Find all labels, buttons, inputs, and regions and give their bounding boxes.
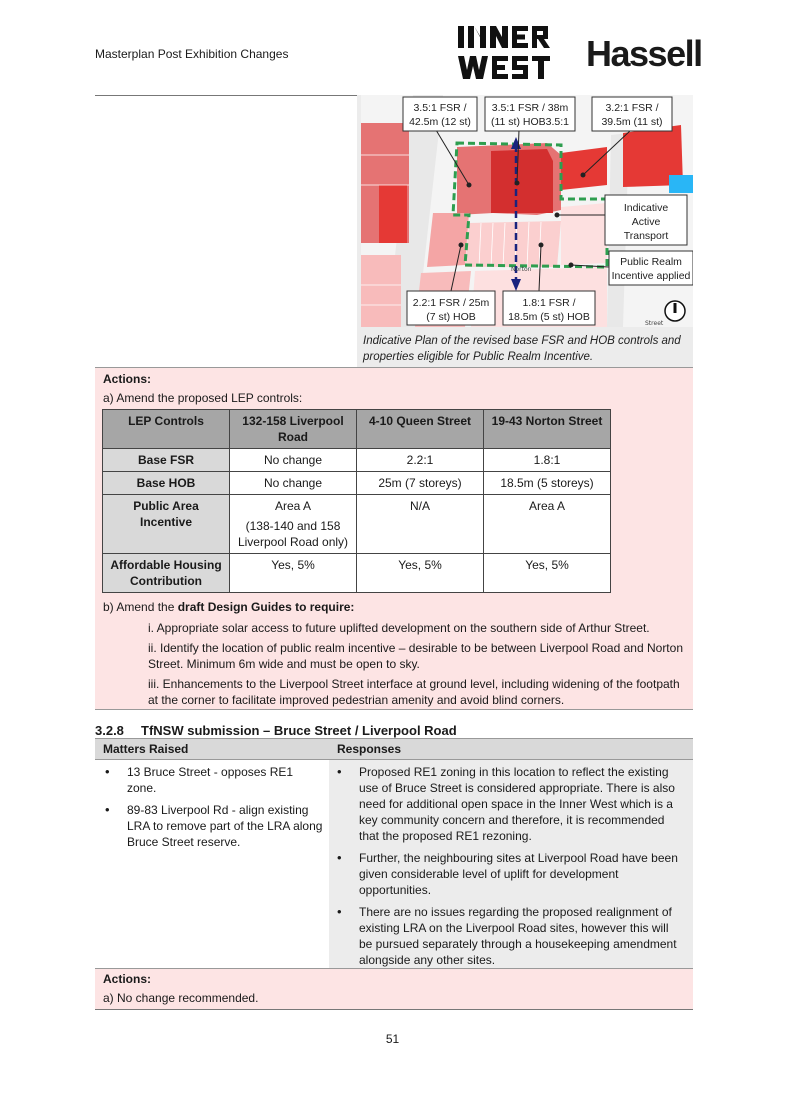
svg-text:Public Realm: Public Realm	[620, 256, 682, 268]
svg-text:3.2:1 FSR /: 3.2:1 FSR /	[605, 102, 659, 114]
street-label-norton: Norton	[511, 266, 532, 273]
section-heading	[95, 723, 457, 738]
table-cell: Yes, 5%	[230, 554, 357, 593]
list-item: i. Appropriate solar access to future uplifted development on the southern side of Arthur Street.	[148, 621, 650, 635]
table-cell	[230, 495, 357, 554]
callout-fsr-3-2	[592, 97, 672, 131]
callout-active-transport	[605, 195, 687, 245]
list-item: • Proposed RE1 zoning in this location to reflect the existing use of Bruce Street is considered appropriate. There is also need for additional open space in the Inner West which is a key community concern and therefore, it is recommended that the proposed RE1 rezoning.	[335, 764, 685, 844]
section-title: TfNSW submission – Bruce Street / Liverpool Road	[141, 723, 457, 738]
callout-fsr-1-8	[503, 291, 595, 325]
table-header-row	[103, 410, 611, 449]
list-item: • Further, the neighbouring sites at Liverpool Road have been given considerable level of uplift for development opportunities.	[335, 850, 685, 898]
section-actions-panel	[95, 968, 693, 1010]
svg-text:3.5:1 FSR /: 3.5:1 FSR /	[413, 102, 467, 114]
cell-line: (138-140 and 158 Liverpool Road only)	[237, 519, 349, 549]
svg-text:42.5m (12 st): 42.5m (12 st)	[409, 116, 471, 128]
actions-top-border	[95, 367, 693, 368]
table-row	[103, 495, 611, 554]
matters-raised-header: Matters Raised	[103, 742, 189, 756]
street-label-street: Street	[645, 320, 664, 327]
list-item: ii. Identify the location of public realm incentive – desirable to be between Liverpool Road and Norton Street. Minimum 6m wide and must be open to sky.	[148, 641, 683, 671]
action-item-b-prefix: b) Amend the	[103, 600, 178, 614]
table-row	[103, 554, 611, 593]
table-cell: Area A	[484, 495, 611, 554]
svg-text:(11 st) HOB3.5:1: (11 st) HOB3.5:1	[490, 116, 570, 128]
table-cell: 18.5m (5 storeys)	[484, 472, 611, 495]
callout-fsr-3-5-38	[485, 97, 575, 131]
svg-text:3.5:1 FSR / 38m: 3.5:1 FSR / 38m	[491, 102, 569, 114]
responses-cell	[329, 760, 693, 968]
responses-header: Responses	[337, 742, 402, 756]
table-cell: No change	[230, 472, 357, 495]
callout-fsr-3-5-42-5	[403, 97, 477, 131]
design-guide-requirements	[148, 620, 688, 712]
table-row	[103, 449, 611, 472]
actions-text: a) No change recommended.	[103, 991, 259, 1005]
svg-text:(7 st) HOB: (7 st) HOB	[426, 311, 476, 323]
section-number: 3.2.8	[95, 723, 124, 738]
action-item-b	[103, 600, 354, 614]
table-header-cell: 4-10 Queen Street	[357, 410, 484, 449]
list-item: iii. Enhancements to the Liverpool Street interface at ground level, including widening of the footpath at the corner to facilitate improved pedestrian amenity and avoid blind corners.	[148, 677, 680, 707]
actions-heading: Actions:	[103, 372, 151, 386]
map-figure-panel	[357, 95, 693, 367]
page-number: 51	[385, 1032, 400, 1046]
map-caption: Indicative Plan of the revised base FSR and HOB controls and properties eligible for Public Realm Incentive.	[363, 335, 681, 363]
callout-fsr-2-2	[407, 291, 495, 325]
table-cell: No change	[230, 449, 357, 472]
north-arrow-icon	[665, 301, 685, 321]
svg-text:39.5m (11 st): 39.5m (11 st)	[601, 116, 663, 128]
row-label: Base FSR	[103, 449, 230, 472]
table-header-cell: LEP Controls	[103, 410, 230, 449]
table-cell: Yes, 5%	[484, 554, 611, 593]
table-cell: 2.2:1	[357, 449, 484, 472]
action-item-a: a) Amend the proposed LEP controls:	[103, 391, 303, 405]
inner-west-logo	[458, 26, 558, 80]
svg-text:18.5m (5 st) HOB: 18.5m (5 st) HOB	[508, 311, 590, 323]
svg-text:1.8:1 FSR /: 1.8:1 FSR /	[522, 297, 576, 309]
svg-text:Active: Active	[631, 216, 661, 228]
svg-text:Indicative: Indicative	[623, 202, 669, 214]
table-cell: Yes, 5%	[357, 554, 484, 593]
document-header-title: Masterplan Post Exhibition Changes	[95, 47, 289, 61]
svg-text:Transport: Transport	[623, 230, 669, 242]
callout-public-realm	[609, 251, 693, 285]
list-item: • 13 Bruce Street - opposes RE1 zone.	[103, 764, 325, 796]
table-header-cell: 132-158 Liverpool Road	[230, 410, 357, 449]
svg-text:Incentive applied: Incentive applied	[611, 270, 691, 282]
table-header-cell: 19-43 Norton Street	[484, 410, 611, 449]
lep-controls-table	[102, 409, 611, 593]
table-header-row	[95, 738, 693, 760]
table-cell: 1.8:1	[484, 449, 611, 472]
table-cell: N/A	[357, 495, 484, 554]
list-item: • There are no issues regarding the proposed realignment of existing LRA on the Liverpool Road sites, however this will be pursued separately through a housekeeping amendment alongside any other sites.	[335, 904, 685, 968]
hassell-logo: Hassell	[586, 33, 702, 74]
cell-line: Area A	[274, 499, 312, 513]
row-label: Public Area Incentive	[103, 495, 230, 554]
matters-raised-cell	[95, 760, 329, 968]
table-row	[103, 472, 611, 495]
divider-line	[95, 95, 358, 96]
table-cell: 25m (7 storeys)	[357, 472, 484, 495]
list-item: • 89-83 Liverpool Rd - align existing LRA to remove part of the LRA along Bruce Street reserve.	[103, 802, 325, 850]
indicative-plan-map	[361, 95, 693, 327]
row-label: Affordable Housing Contribution	[103, 554, 230, 593]
action-item-b-bold: draft Design Guides to require:	[177, 600, 355, 614]
svg-text:2.2:1 FSR / 25m: 2.2:1 FSR / 25m	[412, 297, 490, 309]
actions-heading: Actions:	[103, 972, 151, 986]
row-label: Base HOB	[103, 472, 230, 495]
